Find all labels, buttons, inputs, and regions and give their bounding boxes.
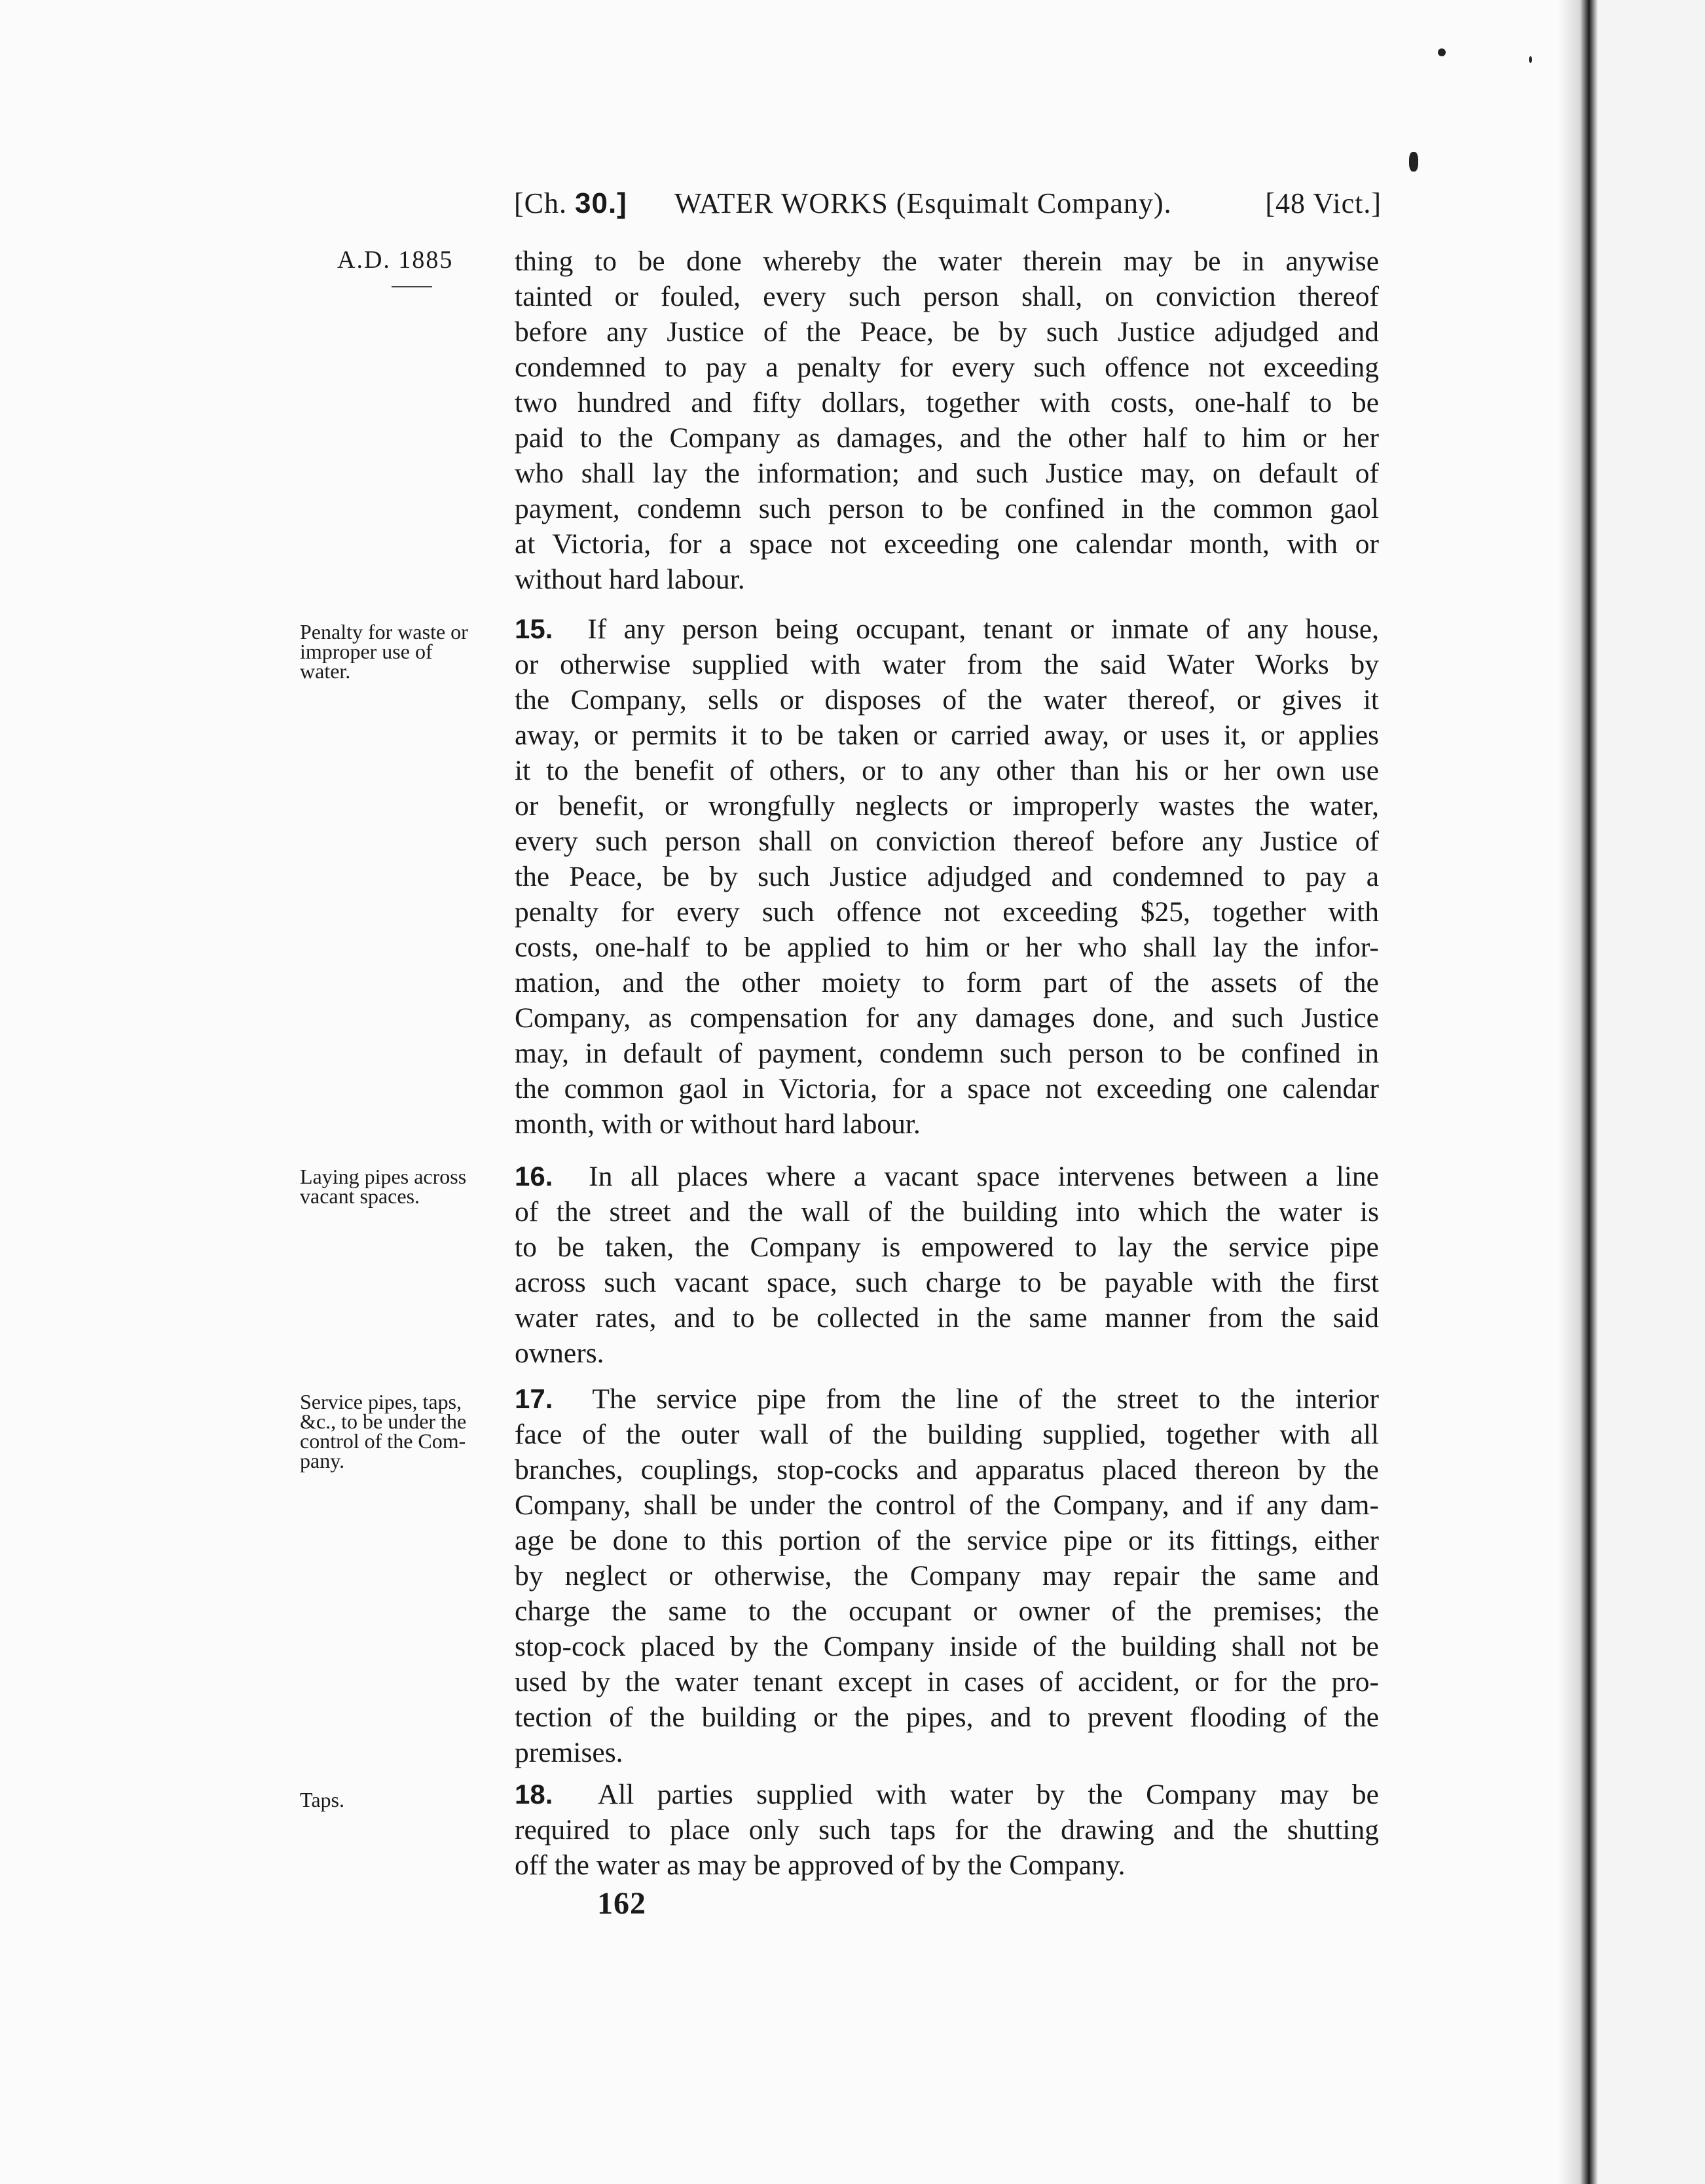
text-line: thing to be done whereby the water therein may be in anywise [515, 246, 1379, 277]
section-15 [515, 611, 1379, 1142]
text-line: face of the outer wall of the building supplied, together with all [515, 1419, 1379, 1450]
margin-year: A.D. 1885 [337, 246, 454, 274]
intro-paragraph [515, 244, 1379, 597]
margin-note-line: Penalty for waste or [300, 620, 468, 644]
text-line [515, 1381, 1379, 1417]
text-line: across such vacant space, such charge to be payable with the first [515, 1267, 1379, 1298]
chapter-reference: [Ch. 30.] [514, 187, 627, 219]
header-title: WATER WORKS (Esquimalt Company). [674, 187, 1172, 219]
margin-note-line: improper use of [300, 640, 433, 663]
text-line: month, with or without hard labour. [515, 1108, 921, 1140]
text-line: away, or permits it to be taken or carried away, or uses it, or applies [515, 719, 1379, 751]
margin-note-section-18 [300, 1790, 503, 1810]
text-line: charge the same to the occupant or owner of the premises; the [515, 1595, 1379, 1627]
text-line: to be taken, the Company is empowered to lay the service pipe [515, 1231, 1379, 1263]
margin-note-line: vacant spaces. [300, 1184, 420, 1208]
margin-note-line: Service pipes, taps, [300, 1390, 462, 1413]
section-number: 17. [515, 1383, 553, 1414]
line-text: The service pipe from the line of the street to the interior [592, 1383, 1379, 1415]
text-line: who shall lay the information; and such Justice may, on default of [515, 458, 1379, 489]
section-number: 15. [515, 613, 553, 644]
text-line: used by the water tenant except in cases of accident, or for the pro- [515, 1666, 1379, 1698]
page-number: 162 [597, 1886, 646, 1921]
text-line: payment, condemn such person to be confined in the common gaol [515, 493, 1379, 524]
facing-page-edge [1598, 0, 1705, 2184]
text-line: water rates, and to be collected in the same manner from the said [515, 1302, 1379, 1334]
text-line [515, 611, 1379, 647]
text-line: the Company, sells or disposes of the water thereof, or gives it [515, 684, 1379, 716]
text-line: required to place only such taps for the drawing and the shutting [515, 1814, 1379, 1846]
text-line: two hundred and fifty dollars, together with costs, one-half to be [515, 387, 1379, 418]
margin-note-line: Taps. [300, 1788, 344, 1811]
text-line [515, 1777, 1379, 1812]
margin-note-line: Laying pipes across [300, 1165, 467, 1188]
text-line: penalty for every such offence not exceeding $25, together with [515, 896, 1379, 928]
regnal-year: [48 Vict.] [1265, 187, 1382, 219]
section-number: 16. [515, 1161, 553, 1192]
text-line: of the street and the wall of the building into which the water is [515, 1196, 1379, 1228]
text-line: or otherwise supplied with water from the said Water Works by [515, 649, 1379, 680]
year-rule [392, 286, 432, 287]
section-number: 18. [515, 1779, 553, 1810]
margin-note-line: pany. [300, 1449, 345, 1472]
text-line: may, in default of payment, condemn such person to be confined in [515, 1038, 1379, 1069]
ink-speck [1529, 56, 1532, 63]
line-text: In all places where a vacant space intervenes between a line [589, 1161, 1379, 1192]
text-line: or benefit, or wrongfully neglects or improperly wastes the water, [515, 790, 1379, 822]
text-line: at Victoria, for a space not exceeding one calendar month, with or [515, 528, 1379, 560]
binding-shadow [1558, 0, 1598, 2184]
text-line: it to the benefit of others, or to any other than his or her own use [515, 755, 1379, 786]
text-line: owners. [515, 1338, 604, 1369]
running-header [514, 187, 1382, 226]
text-line: age be done to this portion of the service pipe or its fittings, either [515, 1525, 1379, 1556]
section-16 [515, 1159, 1379, 1371]
text-line: without hard labour. [515, 564, 745, 595]
section-18 [515, 1777, 1379, 1883]
text-line: branches, couplings, stop-cocks and apparatus placed thereon by the [515, 1454, 1379, 1485]
margin-note-section-15 [300, 622, 503, 681]
margin-note-line: &c., to be under the [300, 1410, 467, 1433]
text-line: off the water as may be approved of by the Company. [515, 1849, 1126, 1881]
section-17 [515, 1381, 1379, 1770]
text-line: mation, and the other moiety to form part of the assets of the [515, 967, 1379, 998]
text-line: before any Justice of the Peace, be by such Justice adjudged and [515, 316, 1379, 348]
text-line: tection of the building or the pipes, and to prevent flooding of the [515, 1702, 1379, 1733]
text-line: the common gaol in Victoria, for a space not exceeding one calendar [515, 1073, 1379, 1104]
text-line: tainted or fouled, every such person shall, on conviction thereof [515, 281, 1379, 312]
text-line: the Peace, be by such Justice adjudged and condemned to pay a [515, 861, 1379, 892]
ink-speck [1409, 152, 1418, 172]
margin-note-line: water. [300, 659, 351, 683]
text-line: premises. [515, 1737, 623, 1768]
line-text: If any person being occupant, tenant or inmate of any house, [587, 613, 1380, 645]
margin-note-section-16 [300, 1167, 503, 1206]
text-line: condemned to pay a penalty for every such offence not exceeding [515, 352, 1379, 383]
text-line: paid to the Company as damages, and the other half to him or her [515, 422, 1379, 454]
ink-speck [1438, 48, 1446, 56]
text-line: Company, shall be under the control of the Company, and if any dam- [515, 1489, 1379, 1521]
text-line: costs, one-half to be applied to him or her who shall lay the infor- [515, 932, 1379, 963]
margin-note-line: control of the Com- [300, 1429, 466, 1453]
text-line: by neglect or otherwise, the Company may repair the same and [515, 1560, 1379, 1592]
line-text: All parties supplied with water by the Company may be [597, 1779, 1379, 1810]
text-line [515, 1159, 1379, 1194]
margin-note-section-17 [300, 1392, 503, 1470]
text-line: Company, as compensation for any damages done, and such Justice [515, 1002, 1379, 1034]
text-line: stop-cock placed by the Company inside of the building shall not be [515, 1631, 1379, 1662]
text-line: every such person shall on conviction thereof before any Justice of [515, 826, 1379, 857]
